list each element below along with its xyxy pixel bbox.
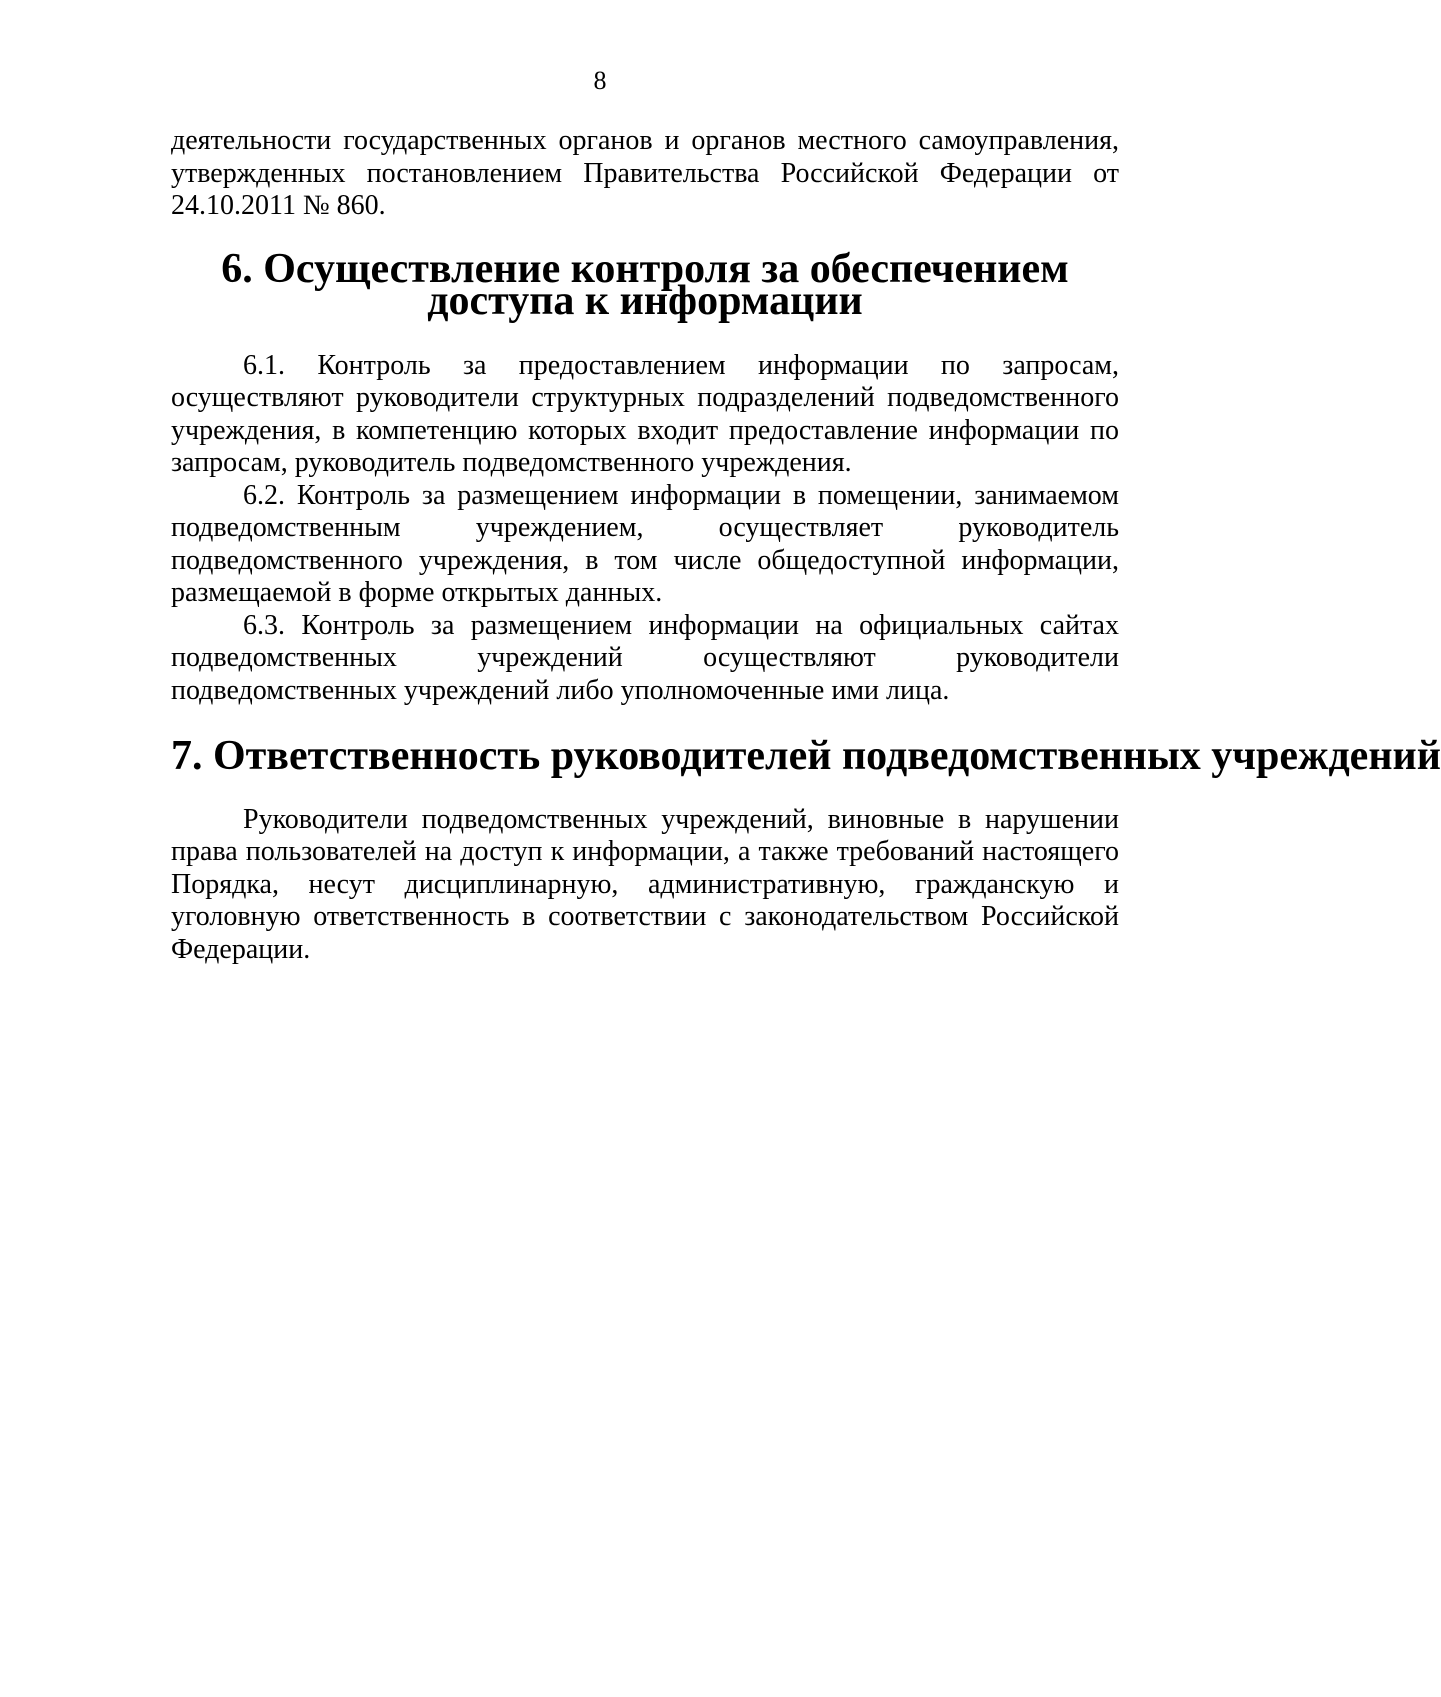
document-body	[171, 125, 1441, 966]
paragraph-6-2: 6.2. Контроль за размещением информации в помещении, занимаемом подведомственным учреждением, осуществляет руководитель подведомственного учреждения, в том числе общедоступной информации, размещаемой в форме открытых данных.	[171, 479, 1119, 608]
page-number: 8	[593, 66, 607, 95]
paragraph-7: Руководители подведомственных учреждений, виновные в нарушении права пользователей на доступ к информации, а также требований настоящего Порядка, несут дисциплинарную, административную, гражданскую и уголовную ответственность в соответствии с законодательством Российской Федерации.	[171, 803, 1119, 965]
section-6-heading	[171, 245, 1119, 324]
intro-paragraph: деятельности государственных органов и органов местного самоуправления, утвержденных постановлением Правительства Российской Федерации от 24.10.2011 № 860.	[171, 125, 1119, 221]
section-6-heading-line-2: доступа к информации	[427, 278, 863, 324]
section-7-heading: 7. Ответственность руководителей подведомственных учреждений	[171, 733, 1441, 779]
paragraph-6-3: 6.3. Контроль за размещением информации на официальных сайтах подведомственных учреждений осуществляют руководители подведомственных учреждений либо уполномоченные ими лица.	[171, 609, 1119, 706]
section-6-heading-line-1: 6. Осуществление контроля за обеспечением	[221, 245, 1069, 292]
paragraph-6-1: 6.1. Контроль за предоставлением информации по запросам, осуществляют руководители структурных подразделений подведомственного учреждения, в компетенцию которых входит предоставление информации по запросам, руководитель подведомственного учреждения.	[171, 349, 1119, 478]
